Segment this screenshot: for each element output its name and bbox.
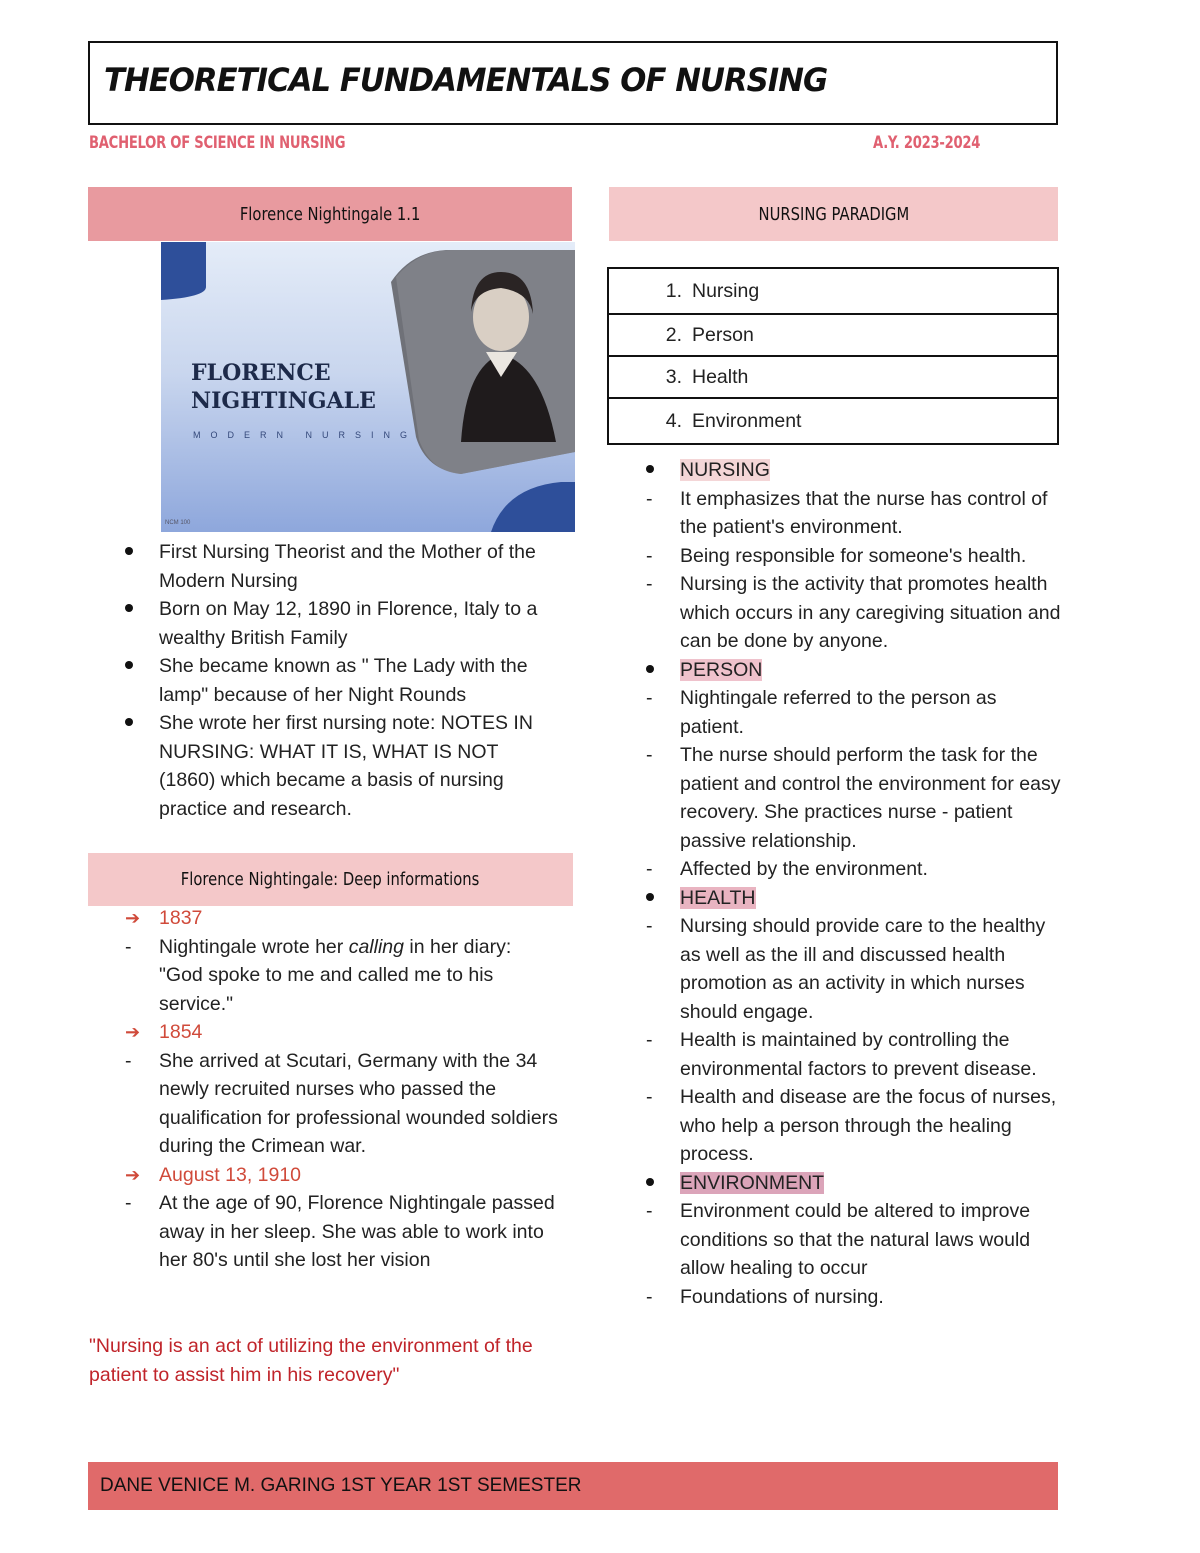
footer-bar bbox=[88, 1462, 1058, 1510]
paradigm-details bbox=[609, 456, 1061, 1311]
list-item: - Nursing should provide care to the healthy as well as the ill and discussed health promotion as an activity in which nurses should engage. bbox=[609, 912, 1061, 1026]
dash-icon: - bbox=[125, 935, 132, 958]
dash-icon: - bbox=[646, 1285, 653, 1308]
bullet-icon bbox=[646, 665, 654, 673]
timeline-year: ➔ August 13, 1910 bbox=[88, 1161, 558, 1190]
list-item: - Health and disease are the focus of nurses, who help a person through the healing process. bbox=[609, 1083, 1061, 1169]
slide-footer: NCM 100 bbox=[165, 520, 191, 526]
title-box bbox=[88, 41, 1058, 125]
dash-icon: - bbox=[646, 487, 653, 510]
paradigm-row: 3. Health bbox=[607, 355, 1059, 399]
section-heading: HEALTH bbox=[609, 884, 1061, 913]
list-item: First Nursing Theorist and the Mother of the Modern Nursing bbox=[88, 538, 558, 595]
timeline-year: ➔ 1837 bbox=[88, 904, 558, 933]
dash-icon: - bbox=[125, 1049, 132, 1072]
dash-icon: - bbox=[646, 915, 653, 937]
deep-info-banner bbox=[88, 853, 573, 906]
paradigm-row: 1. Nursing bbox=[607, 267, 1059, 315]
dash-icon: - bbox=[125, 1192, 132, 1214]
list-item: - Environment could be altered to improve conditions so that the natural laws would allow healing to occur bbox=[609, 1197, 1061, 1283]
list-item: - Affected by the environment. bbox=[609, 855, 1061, 884]
bullet-icon bbox=[125, 661, 133, 669]
arrow-right-icon: ➔ bbox=[125, 1164, 141, 1185]
academic-year: A.Y. 2023-2024 bbox=[873, 133, 981, 153]
section-heading: ENVIRONMENT bbox=[609, 1169, 1061, 1198]
arrow-right-icon: ➔ bbox=[125, 908, 141, 928]
dash-icon: - bbox=[646, 687, 653, 709]
section-heading: PERSON bbox=[609, 656, 1061, 685]
bullet-icon bbox=[646, 893, 654, 901]
list-item: - Nightingale referred to the person as patient. bbox=[609, 684, 1061, 741]
dash-icon: - bbox=[646, 1200, 653, 1222]
florence-slide-image bbox=[161, 242, 575, 532]
program-label: BACHELOR OF SCIENCE IN NURSING bbox=[89, 133, 346, 153]
list-item: - It emphasizes that the nurse has control of the patient's environment. bbox=[609, 485, 1061, 542]
list-item: - Being responsible for someone's health. bbox=[609, 542, 1061, 571]
list-item: - The nurse should perform the task for the patient and control the environment for easy recovery. She practices nurse - patient passive relationship. bbox=[609, 741, 1061, 855]
page-title: THEORETICAL FUNDAMENTALS OF NURSING bbox=[104, 61, 828, 99]
slide-title: FLORENCE NIGHTINGALE bbox=[191, 360, 376, 414]
section-heading: NURSING bbox=[609, 456, 1061, 485]
list-item: She wrote her first nursing note: NOTES IN NURSING: WHAT IT IS, WHAT IS NOT (1860) which became a basis of nursing practice and research. bbox=[88, 709, 558, 823]
arrow-right-icon: ➔ bbox=[125, 1022, 141, 1042]
paradigm-banner-label: NURSING PARADIGM bbox=[758, 203, 909, 225]
timeline bbox=[88, 904, 558, 1275]
bullet-icon bbox=[125, 604, 133, 612]
bullet-icon bbox=[125, 547, 133, 555]
paradigm-row: 4. Environment bbox=[607, 397, 1059, 445]
paradigm-banner bbox=[609, 187, 1058, 241]
florence-banner-label: Florence Nightingale 1.1 bbox=[239, 203, 421, 225]
footer-text: DANE VENICE M. GARING 1ST YEAR 1ST SEMESTER bbox=[100, 1475, 582, 1496]
timeline-year: ➔ 1854 bbox=[88, 1018, 558, 1047]
list-item: - Health is maintained by controlling the environmental factors to prevent disease. bbox=[609, 1026, 1061, 1083]
deep-info-banner-label: Florence Nightingale: Deep informations bbox=[181, 869, 480, 890]
florence-banner bbox=[88, 187, 572, 241]
dash-icon: - bbox=[646, 544, 653, 567]
timeline-text: - At the age of 90, Florence Nightingale passed away in her sleep. She was able to work into her 80's until she lost her vision bbox=[88, 1189, 558, 1275]
dash-icon: - bbox=[646, 858, 653, 880]
timeline-text: - She arrived at Scutari, Germany with the 34 newly recruited nurses who passed the qualification for professional wounded soldiers during the Crimean war. bbox=[88, 1047, 558, 1161]
list-item: Born on May 12, 1890 in Florence, Italy to a wealthy British Family bbox=[88, 595, 558, 652]
slide-subtitle: MODERN NURSING bbox=[193, 430, 418, 440]
paradigm-row: 2. Person bbox=[607, 313, 1059, 357]
paradigm-table bbox=[607, 267, 1059, 445]
list-item: - Foundations of nursing. bbox=[609, 1283, 1061, 1312]
nightingale-quote: "Nursing is an act of utilizing the environment of the patient to assist him in his recovery" bbox=[89, 1335, 533, 1386]
dash-icon: - bbox=[646, 1086, 653, 1108]
bullet-icon bbox=[646, 465, 654, 473]
list-item: - Nursing is the activity that promotes health which occurs in any caregiving situation and can be done by anyone. bbox=[609, 570, 1061, 656]
dash-icon: - bbox=[646, 744, 653, 766]
dash-icon: - bbox=[646, 573, 653, 595]
dash-icon: - bbox=[646, 1029, 653, 1051]
list-item: She became known as " The Lady with the lamp" because of her Night Rounds bbox=[88, 652, 558, 709]
bullet-icon bbox=[646, 1178, 654, 1186]
timeline-text: - Nightingale wrote her calling in her diary: "God spoke to me and called me to his service." bbox=[88, 933, 558, 1019]
florence-bullets bbox=[88, 538, 558, 823]
bullet-icon bbox=[125, 718, 133, 726]
